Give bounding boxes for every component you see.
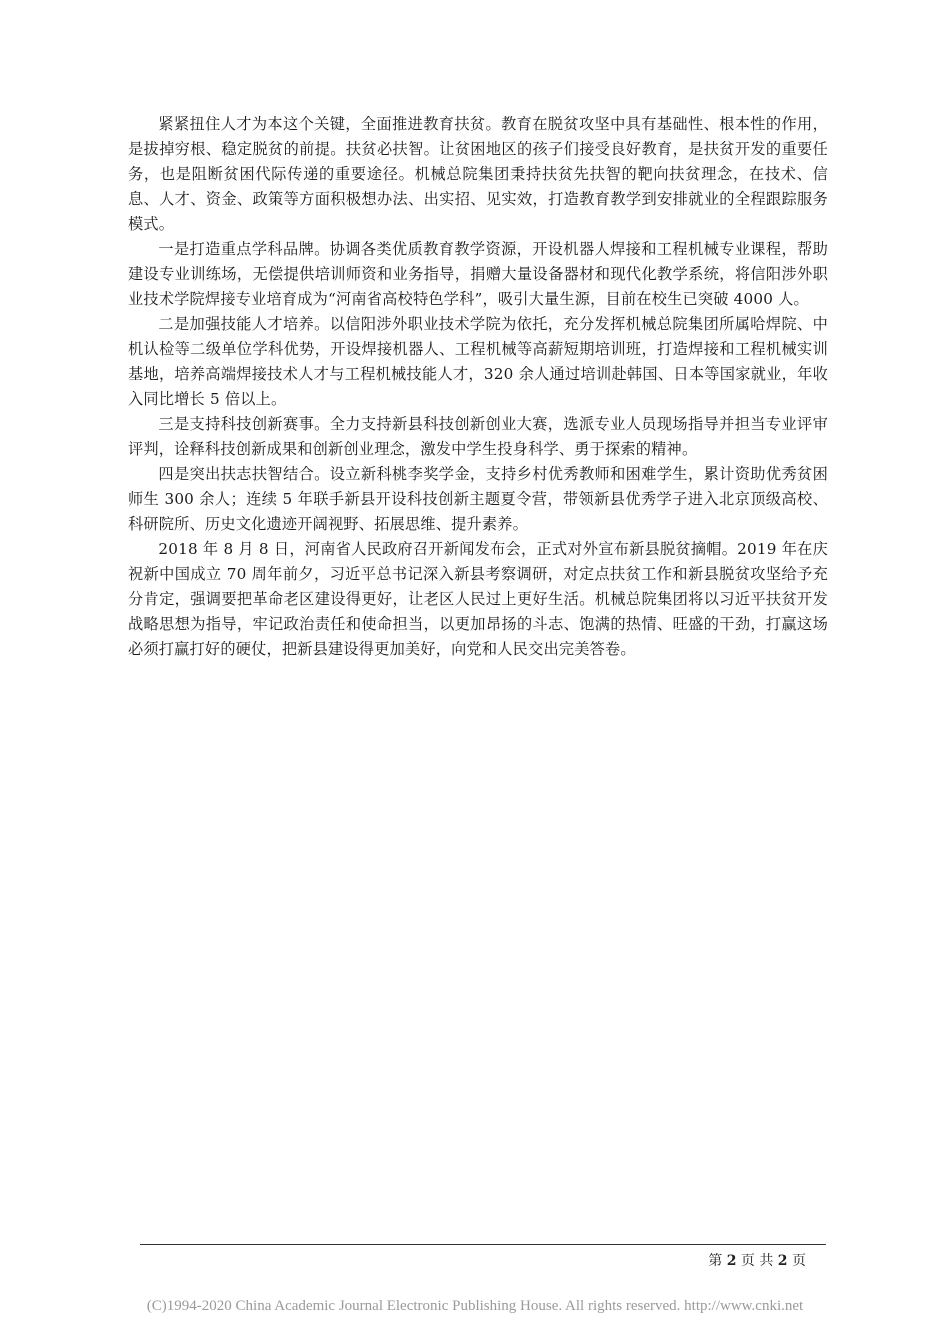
- page-total: 2: [777, 1253, 788, 1269]
- article-paragraph: 一是打造重点学科品牌。协调各类优质教育教学资源，开设机器人焊接和工程机械专业课程，帮助建设专业训练场，无偿提供培训师资和业务指导，捐赠大量设备器材和现代化教学系统，将信阳涉外职业技术学院焊接专业培育成为“河南省高校特色学科”，吸引大量生源，目前在校生已突破 4000 人。: [128, 240, 828, 308]
- footer-divider: [140, 1244, 826, 1245]
- article-paragraph: 四是突出扶志扶智结合。设立新科桃李奖学金，支持乡村优秀教师和困难学生，累计资助优秀贫困师生 300 余人；连续 5 年联手新县开设科技创新主题夏令营，带领新县优秀学子进入北京顶级高校、科研院所、历史文化遗迹开阔视野、拓展思维、提升素养。: [128, 465, 828, 533]
- article-paragraph: 二是加强技能人才培养。以信阳涉外职业技术学院为依托，充分发挥机械总院集团所属哈焊院、中机认检等二级单位学科优势，开设焊接机器人、工程机械等高薪短期培训班，打造焊接和工程机械实训基地，培养高端焊接技术人才与工程机械技能人才，320 余人通过培训赴韩国、日本等国家就业，年收入同比增长 5 倍以上。: [128, 315, 828, 408]
- article-paragraph: 2018 年 8 月 8 日，河南省人民政府召开新闻发布会，正式对外宣布新县脱贫摘帽。2019 年在庆祝新中国成立 70 周年前夕，习近平总书记深入新县考察调研，对定点扶贫工作和新县脱贫攻坚给予充分肯定，强调要把革命老区建设得更好，让老区人民过上更好生活。机械总院集团将以习近平扶贫开发战略思想为指导，牢记政治责任和使命担当，以更加昂扬的斗志、饱满的热情、旺盛的干劲，打赢这场必须打赢打好的硬仗，把新县建设得更加美好，向党和人民交出完美答卷。: [128, 540, 828, 658]
- page-middle: 页 共: [740, 1253, 774, 1269]
- page-current: 2: [726, 1253, 737, 1269]
- article-body: [128, 112, 828, 662]
- page-prefix: 第: [708, 1253, 723, 1269]
- article-paragraph: 紧紧扭住人才为本这个关键，全面推进教育扶贫。教育在脱贫攻坚中具有基础性、根本性的作用，是拔掉穷根、稳定脱贫的前提。扶贫必扶智。让贫困地区的孩子们接受良好教育，是扶贫开发的重要任务，也是阻断贫困代际传递的重要途径。机械总院集团秉持扶贫先扶智的靶向扶贫理念，在技术、信息、人才、资金、政策等方面积极想办法、出实招、见实效，打造教育教学到安排就业的全程跟踪服务模式。: [128, 115, 828, 233]
- page-number: [708, 1250, 806, 1270]
- article-paragraph: 三是支持科技创新赛事。全力支持新县科技创新创业大赛，选派专业人员现场指导并担当专业评审评判，诠释科技创新成果和创新创业理念，激发中学生投身科学、勇于探索的精神。: [128, 415, 828, 458]
- copyright-watermark: (C)1994-2020 China Academic Journal Electronic Publishing House. All rights reserved. http://www.cnki.net: [146, 1298, 804, 1314]
- page-suffix: 页: [792, 1253, 806, 1269]
